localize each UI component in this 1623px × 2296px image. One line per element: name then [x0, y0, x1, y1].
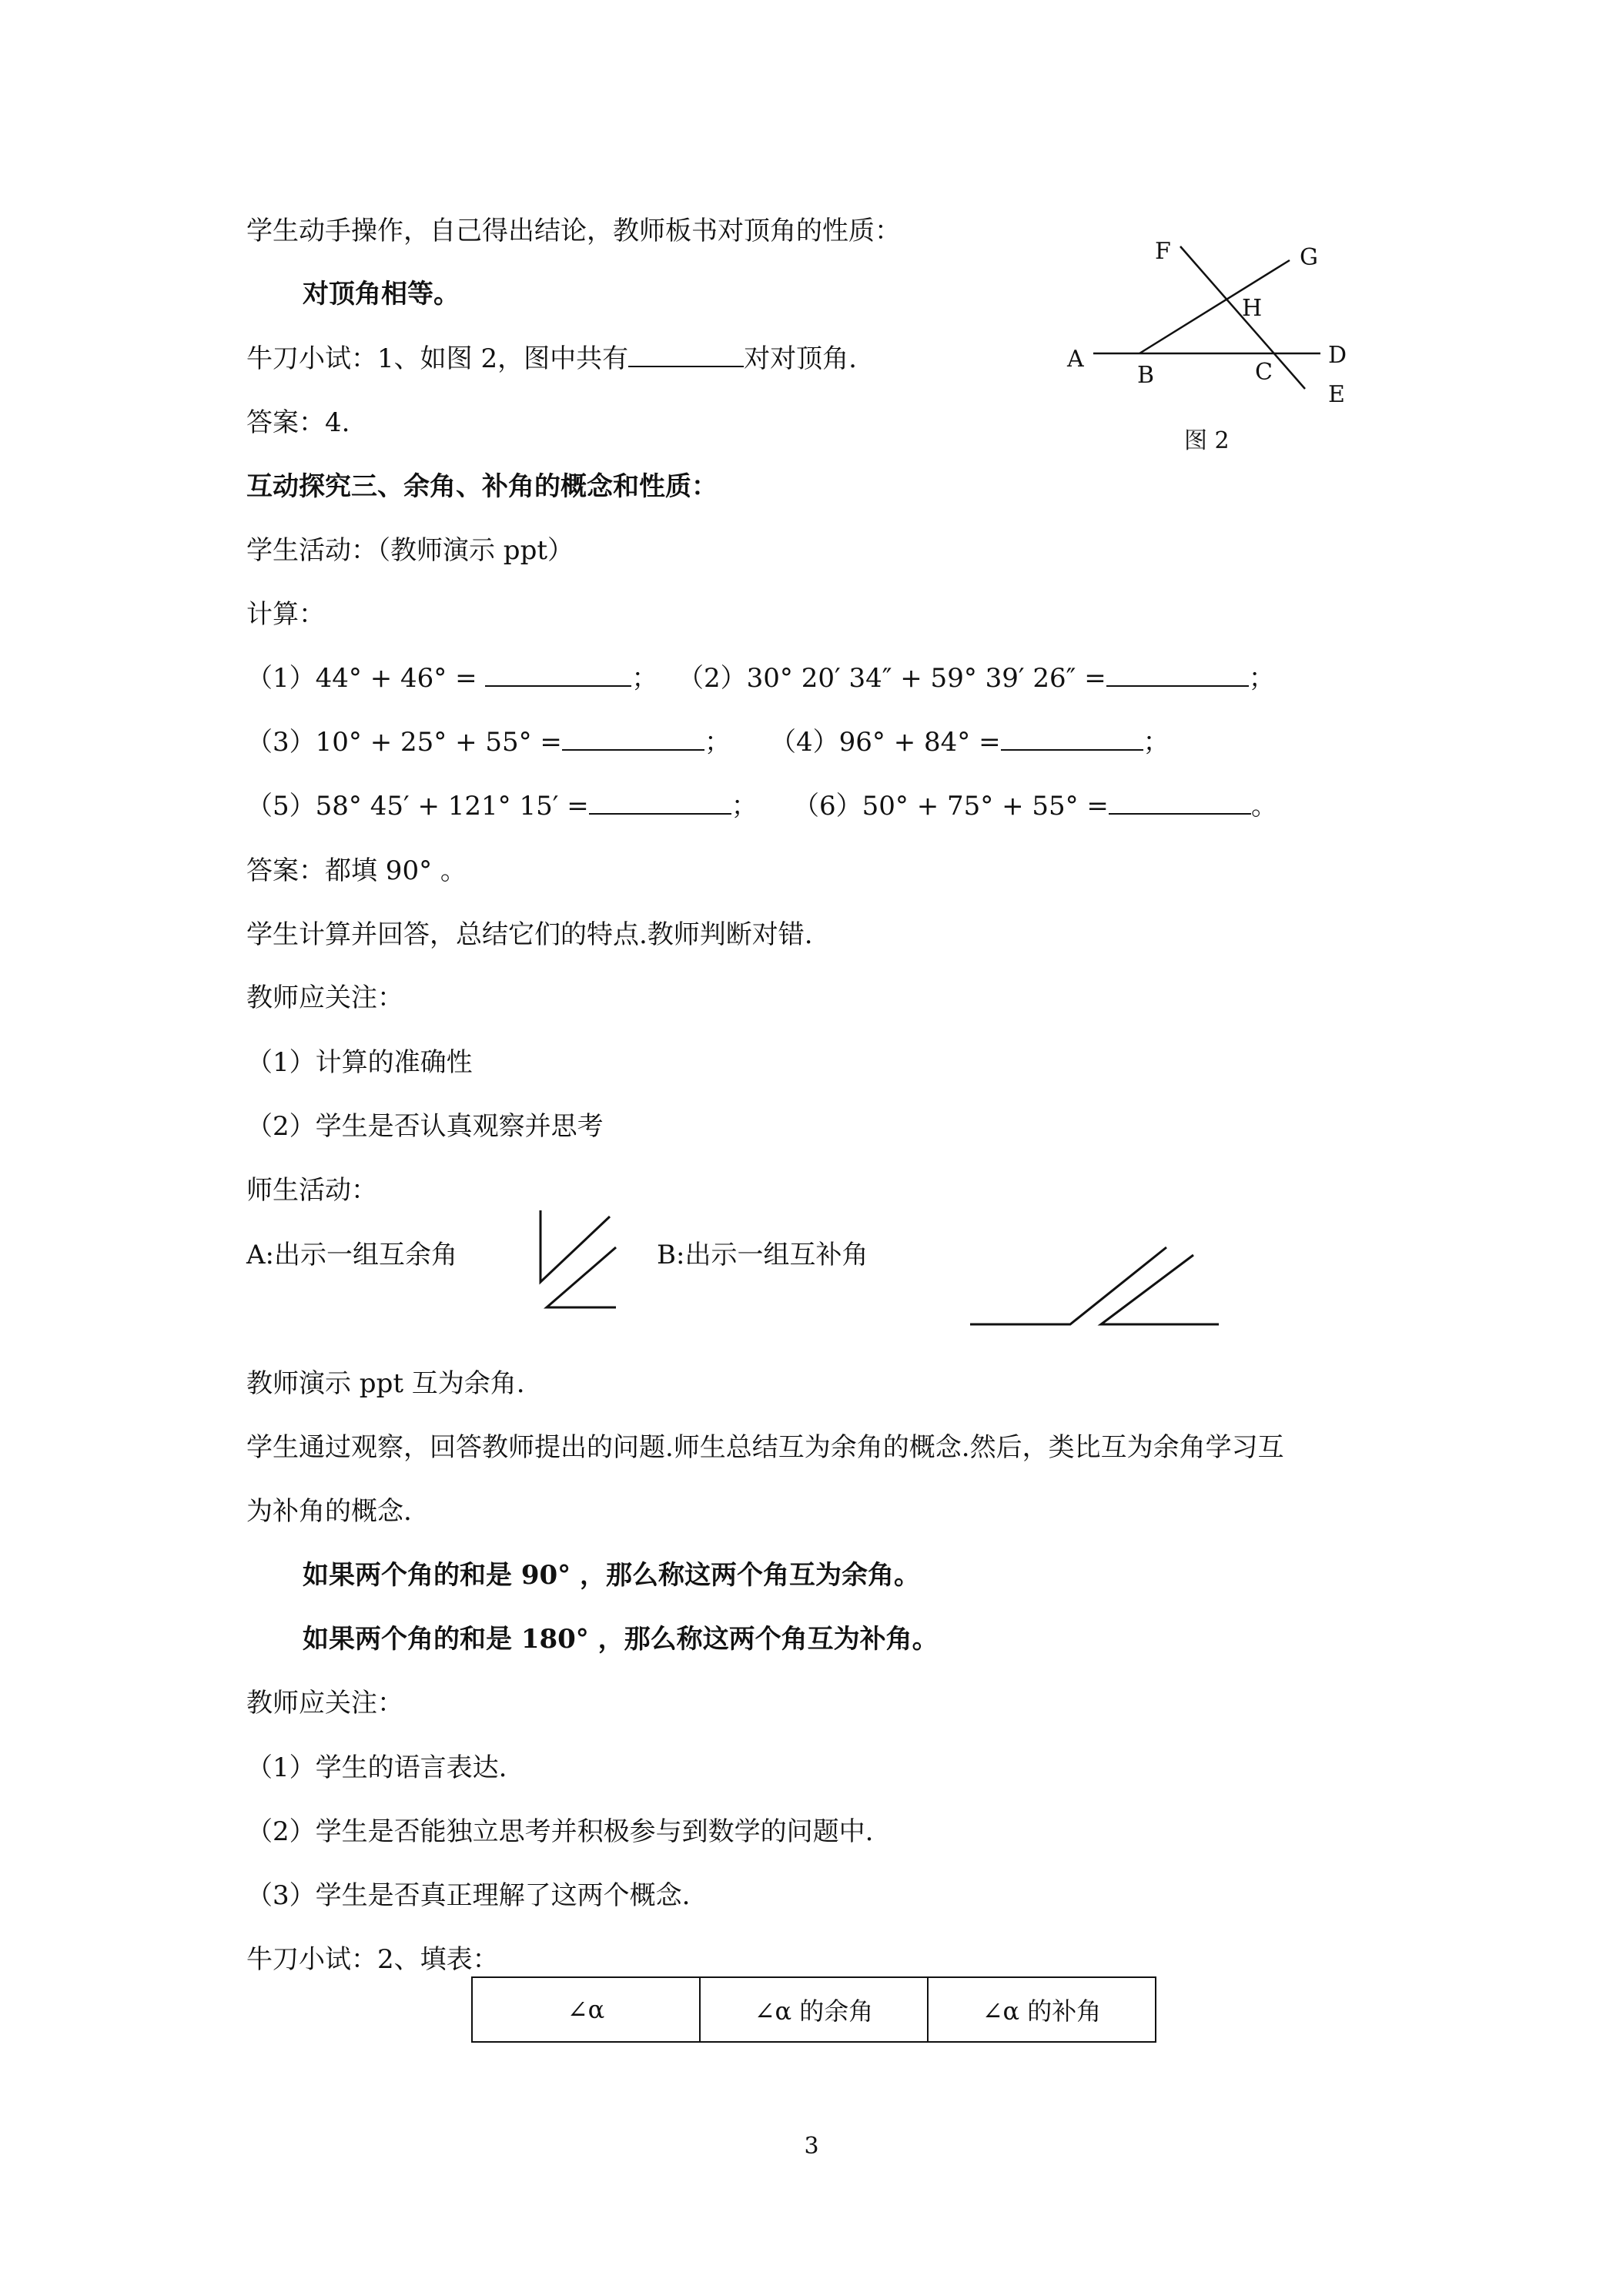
page-number: 3 — [804, 2133, 819, 2160]
calc-4-text: （4）96° + 84° = — [770, 727, 1001, 758]
label-b: B — [1137, 362, 1155, 389]
calc-3-text: （3）10° + 25° + 55° = — [246, 727, 562, 758]
line-fg — [1139, 260, 1290, 353]
calc-6-text: （6）50° + 75° + 55° = — [793, 791, 1109, 822]
exercise-1-text-end: 对对顶角. — [744, 343, 857, 374]
text-line: B:出示一组互补角 — [657, 1240, 868, 1270]
angle-1 — [970, 1247, 1166, 1324]
calc-4 — [770, 725, 1170, 760]
complementary-angles-figure — [531, 1209, 624, 1324]
text-line: 学生计算并回答，总结它们的特点.教师判断对错. — [246, 919, 813, 950]
calc-5-text: （5）58° 45′ + 121° 15′ = — [246, 791, 589, 822]
table-row — [472, 1977, 1156, 2042]
calc-1-text: （1）44° + 46° = — [246, 663, 486, 694]
calc-3-end: ； — [704, 727, 731, 758]
label-d: D — [1328, 342, 1347, 369]
answer-blank — [1106, 662, 1249, 687]
figure-caption: 图 2 — [1184, 427, 1230, 454]
text-line: 教师演示 ppt 互为余角. — [246, 1368, 525, 1399]
table-cell: ∠α 的余角 — [700, 1977, 928, 2042]
definition-supplementary: 如果两个角的和是 180° ，那么称这两个角互为补角。 — [303, 1624, 939, 1655]
angle-1 — [540, 1210, 610, 1282]
text-line: 学生活动：（教师演示 ppt） — [246, 535, 574, 566]
text-line: 教师应关注： — [246, 1688, 403, 1719]
angle-2 — [547, 1247, 616, 1307]
calc-2-text: （2）30° 20′ 34″ + 59° 39′ 26″ = — [678, 663, 1106, 694]
calc-5 — [246, 788, 758, 824]
calc-1-end: ； — [631, 663, 658, 694]
text-line: 计算： — [246, 599, 325, 630]
definition-complementary: 如果两个角的和是 90° ，那么称这两个角互为余角。 — [303, 1560, 920, 1591]
text-line: （2）学生是否认真观察并思考 — [246, 1111, 604, 1142]
answer-blank — [628, 343, 744, 367]
label-h: H — [1242, 295, 1263, 322]
figure-2 — [1055, 231, 1363, 462]
label-a: A — [1067, 346, 1084, 373]
text-line: （3）学生是否真正理解了这两个概念. — [246, 1880, 691, 1911]
answer-blank — [1109, 790, 1251, 815]
answer-blank — [1001, 726, 1143, 751]
answer-blank — [589, 790, 731, 815]
section-heading: 互动探究三、余角、补角的概念和性质： — [246, 471, 718, 502]
text-line: 教师应关注： — [246, 982, 403, 1013]
text-line: A:出示一组互余角 — [246, 1240, 458, 1270]
text-line: 为补角的概念. — [246, 1496, 412, 1527]
label-g: G — [1300, 244, 1318, 271]
text-line: 师生活动： — [246, 1175, 377, 1206]
answer-line: 答案：4. — [246, 407, 350, 438]
exercise-1-text: 牛刀小试：1、如图 2，图中共有 — [246, 343, 629, 374]
calc-2-end: ； — [1248, 663, 1275, 694]
calc-1 — [246, 661, 658, 696]
calc-4-end: ； — [1143, 727, 1170, 758]
angle-2 — [1101, 1255, 1219, 1324]
calc-3 — [246, 725, 731, 760]
text-line: （2）学生是否能独立思考并积极参与到数学的问题中. — [246, 1816, 874, 1847]
label-f: F — [1155, 238, 1171, 265]
property-statement: 对顶角相等。 — [303, 279, 460, 310]
calc-6 — [793, 788, 1277, 824]
text-line: （1）学生的语言表达. — [246, 1752, 507, 1783]
exercise-1 — [246, 341, 857, 377]
answer-blank — [485, 662, 631, 687]
table-cell: ∠α 的补角 — [928, 1977, 1156, 2042]
supplementary-angles-figure — [962, 1240, 1232, 1332]
table-cell: ∠α — [472, 1977, 700, 2042]
text-line: 学生动手操作，自己得出结论，教师板书对顶角的性质： — [246, 216, 901, 246]
text-line: （1）计算的准确性 — [246, 1047, 473, 1078]
answer-line: 答案：都填 90° 。 — [246, 855, 467, 886]
calc-5-end: ； — [731, 791, 758, 822]
answer-blank — [562, 726, 704, 751]
text-line: 学生通过观察，回答教师提出的问题.师生总结互为余角的概念.然后，类比互为余角学习互 — [246, 1432, 1284, 1463]
label-e: E — [1328, 381, 1345, 408]
text-line: 牛刀小试：2、填表： — [246, 1944, 499, 1975]
calc-6-end: 。 — [1250, 791, 1277, 822]
label-c: C — [1255, 359, 1273, 386]
fill-in-table — [471, 1976, 1156, 2043]
calc-2 — [678, 661, 1275, 696]
